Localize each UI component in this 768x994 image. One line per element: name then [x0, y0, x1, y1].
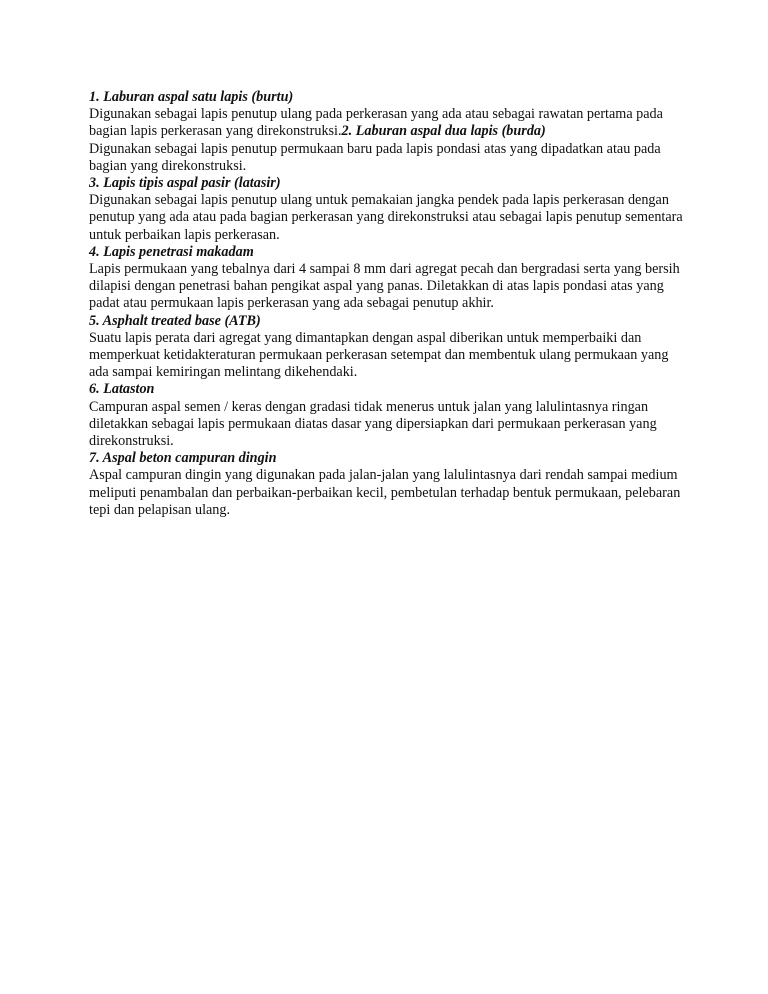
section-heading-6: 6. Lataston [89, 381, 155, 398]
section-body-6: Campuran aspal semen / keras dengan gradasi tidak menerus untuk jalan yang lalulintasnya ringan diletakkan sebagai lapis permukaan diatas dasar yang dipersiapkan dari permukaan perkerasan yang direkonstruksi. [89, 398, 657, 450]
section-body-7: Aspal campuran dingin yang digunakan pada jalan-jalan yang lalulintasnya dari rendah sampai medium meliputi penambalan dan perbaikan-perbaikan kecil, pembetulan terhadap bentuk permukaan, pelebaran tepi dan pelapisan ulang. [89, 467, 681, 518]
section-body-3: Digunakan sebagai lapis penutup ulang untuk pemakaian jangka pendek pada lapis perkerasan dengan penutup yang ada atau pada bagian perkerasan yang direkonstruksi atau sebagai lapis penutup sementara untuk perbaikan lapis perkerasan. [89, 192, 683, 243]
section-heading-7: 7. Aspal beton campuran dingin [89, 450, 277, 467]
section-heading-5: 5. Asphalt treated base (ATB) [89, 312, 261, 329]
section-heading-2: 2. Laburan aspal dua lapis (burda) [341, 123, 546, 140]
section-heading-3: 3. Lapis tipis aspal pasir (latasir) [89, 175, 281, 192]
section-body-4: Lapis permukaan yang tebalnya dari 4 sampai 8 mm dari agregat pecah dan bergradasi serta yang bersih dilapisi dengan penetrasi bahan pengikat aspal yang panas. Diletakkan di atas lapis pondasi atas yang padat atau permukaan lapis perkerasan yang ada sebagai penutup akhir. [89, 261, 680, 312]
document-page [89, 89, 689, 519]
section-body-5: Suatu lapis perata dari agregat yang dimantapkan dengan aspal diberikan untuk memperbaiki dan memperkuat ketidakteraturan permukaan perkerasan setempat dan membentuk ulang permukaan yang ada sampai kemiringan melintang dikehendaki. [89, 329, 669, 381]
section-body-2: Digunakan sebagai lapis penutup permukaan baru pada lapis pondasi atas yang dipadatkan atau pada bagian yang direkonstruksi. [89, 140, 661, 174]
section-body-1-text: Digunakan sebagai lapis penutup ulang pada perkerasan yang ada atau sebagai rawatan pertama pada bagian lapis perkerasan yang direkonstruksi. [89, 106, 663, 140]
section-heading-4: 4. Lapis penetrasi makadam [89, 243, 254, 260]
section-heading-1: 1. Laburan aspal satu lapis (burtu) [89, 89, 294, 105]
section-body-1 [89, 106, 689, 140]
